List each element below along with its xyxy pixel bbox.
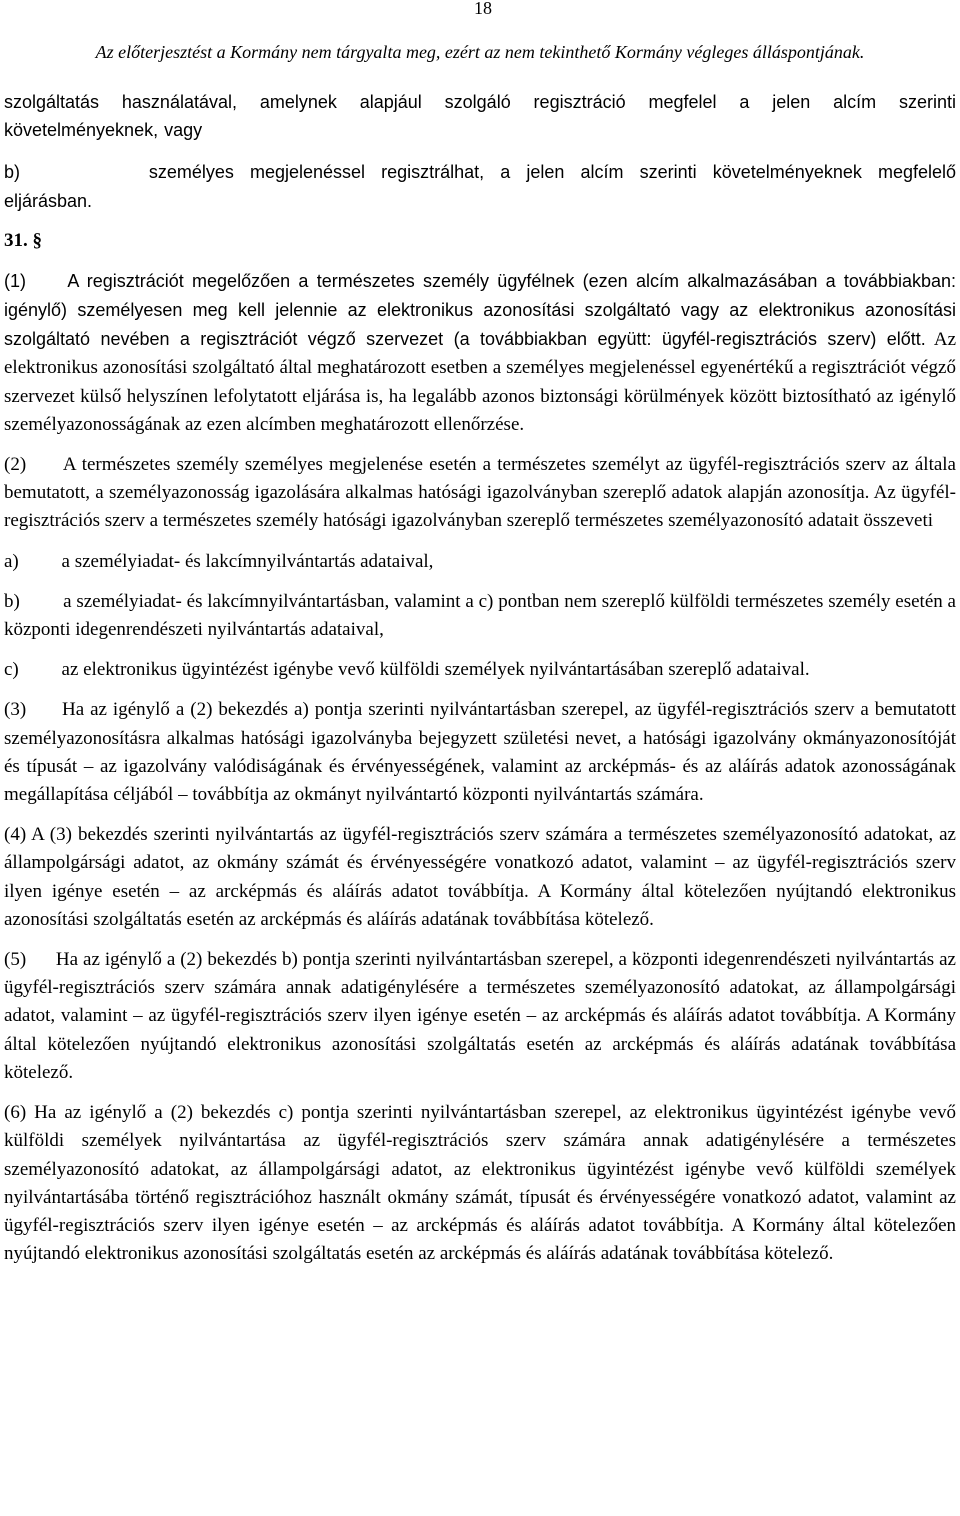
intro-line: szolgáltatás használatával, amelynek alapjául szolgáló regisztráció megfelel a jelen alcím szerinti: [4, 92, 956, 112]
list-item-c: c) az elektronikus ügyintézést igénybe vevő külföldi személyek nyilvántartásában szereplő adataival.: [4, 659, 810, 681]
header-notice: Az előterjesztést a Kormány nem tárgyalta meg, ezért az nem tekinthető Kormány végleges álláspontjának.: [95, 42, 865, 62]
paragraph-4: (4) A (3) bekezdés szerinti nyilvántartás az ügyfél-regisztrációs szerv számára a természetes személyazonosító adatokat, az állampolgársági adatot, az okmány számát és érvényességére vonatkozó adatot, valamint – az ügyfél-regisztrációs szerv ilyen igénye esetén – az arcképmás és aláírás adatot továbbítja. A Kormány által kötelezően nyújtandó elektronikus azonosítási szolgáltatás esetén az arcképmás és aláírás adatának továbbítása kötelező.: [4, 824, 956, 930]
paragraph-5: (5) Ha az igénylő a (2) bekezdés b) pontja szerinti nyilvántartásban szerepel, a központi idegenrendészeti nyilvántartás az ügyfél-regisztrációs szerv számára annak adatigénylésére a természetes személyazonosító adatokat, az állampolgársági adatot, valamint – az ügyfél-regisztrációs szerv ilyen igénye esetén – az arcképmás és aláírás adatot továbbítja. A Kormány által kötelezően nyújtandó elektronikus azonosítási szolgáltatás esetén az arcképmás és aláírás adatának továbbítása kötelező.: [4, 949, 956, 1083]
list-item-b: b) személyes megjelenéssel regisztrálhat, a jelen alcím szerinti követelményeknek megfelelő: [4, 162, 956, 183]
paragraph-1: [4, 267, 956, 439]
list-item-a: a) a személyiadat- és lakcímnyilvántartás adataival,: [4, 550, 434, 572]
paragraph-1-part-b: Az elektronikus azonosítási szolgáltató által meghatározott esetben a személyes megjelenéssel egyenértékű a regisztrációt végző szervezet külső helyszínen lefolytatott eljárása is, ha legalább azonos biztonsági körülmények között biztosítható az igénylő személyazonosságának az ezen alcímben meghatározott ellenőrzése.: [4, 329, 956, 435]
paragraph-3: (3) Ha az igénylő a (2) bekezdés a) pontja szerinti nyilvántartásban szerepel, az ügyfél-regisztrációs szerv a bemutatott személyazonosításra alkalmas hatósági igazolványba bejegyzett születési nevet, a hatósági igazolvány okmányazonosítóját és típusát – az igazolvány valódiságának és érvényességének, valamint az arcképmás- és az aláírás adatok azonosságának megállapítása céljából – továbbítja az okmányt nyilvántartó központi nyilvántartás számára.: [4, 699, 956, 806]
section-number: 31. §: [4, 229, 42, 251]
intro-line: követelményeknek, vagy: [4, 120, 203, 141]
paragraph-2: (2) A természetes személy személyes megjelenése esetén a természetes személyt az ügyfél-regisztrációs szerv az általa bemutatott, a személyazonosság igazolására alkalmas hatósági igazolványban szereplő adatok alapján azonosítja. Az ügyfél-regisztrációs szerv a természetes személy hatósági igazolványban szereplő természetes személyazonosító adatait összeveti: [4, 454, 956, 532]
paragraph-6: (6) Ha az igénylő a (2) bekezdés c) pontja szerinti nyilvántartásban szerepel, az elektronikus ügyintézést igénybe vevő külföldi személyek nyilvántartása az ügyfél-regisztrációs szerv számára annak adatigénylésére a természetes személyazonosító adatokat, az állampolgársági adatot, az elektronikus ügyintézést igénybe vevő külföldi személyek nyilvántartásába történő regisztrációhoz használt okmány számát, típusát és érvényességére vonatkozó adatot, valamint az ügyfél-regisztrációs szerv ilyen igénye esetén – az arcképmás és aláírás adatot továbbítja. A Kormány által kötelezően nyújtandó elektronikus azonosítási szolgáltatás esetén az arcképmás és aláírás adatának továbbítása kötelező.: [4, 1102, 956, 1265]
page-number: 18: [474, 0, 492, 18]
paragraph-1-part-a: (1) A regisztrációt megelőzően a természetes személy ügyfélnek (ezen alcím alkalmazásában a továbbiakban: igénylő) személyesen meg kell jelennie az elektronikus azonosítási szolgáltató vagy az elektronikus azonosítási szolgáltató nevében a regisztrációt végző szervezet (a továbbiakban együtt: ügyfél-regisztrációs szerv) előtt.: [4, 270, 956, 350]
list-item-b-continuation: eljárásban.: [4, 190, 93, 211]
document-body: [4, 88, 956, 1268]
list-item-b: b) a személyiadat- és lakcímnyilvántartásban, valamint a c) pontban nem szereplő külföldi természetes személy esetén a központi idegenrendészeti nyilvántartás adataival,: [4, 590, 956, 641]
